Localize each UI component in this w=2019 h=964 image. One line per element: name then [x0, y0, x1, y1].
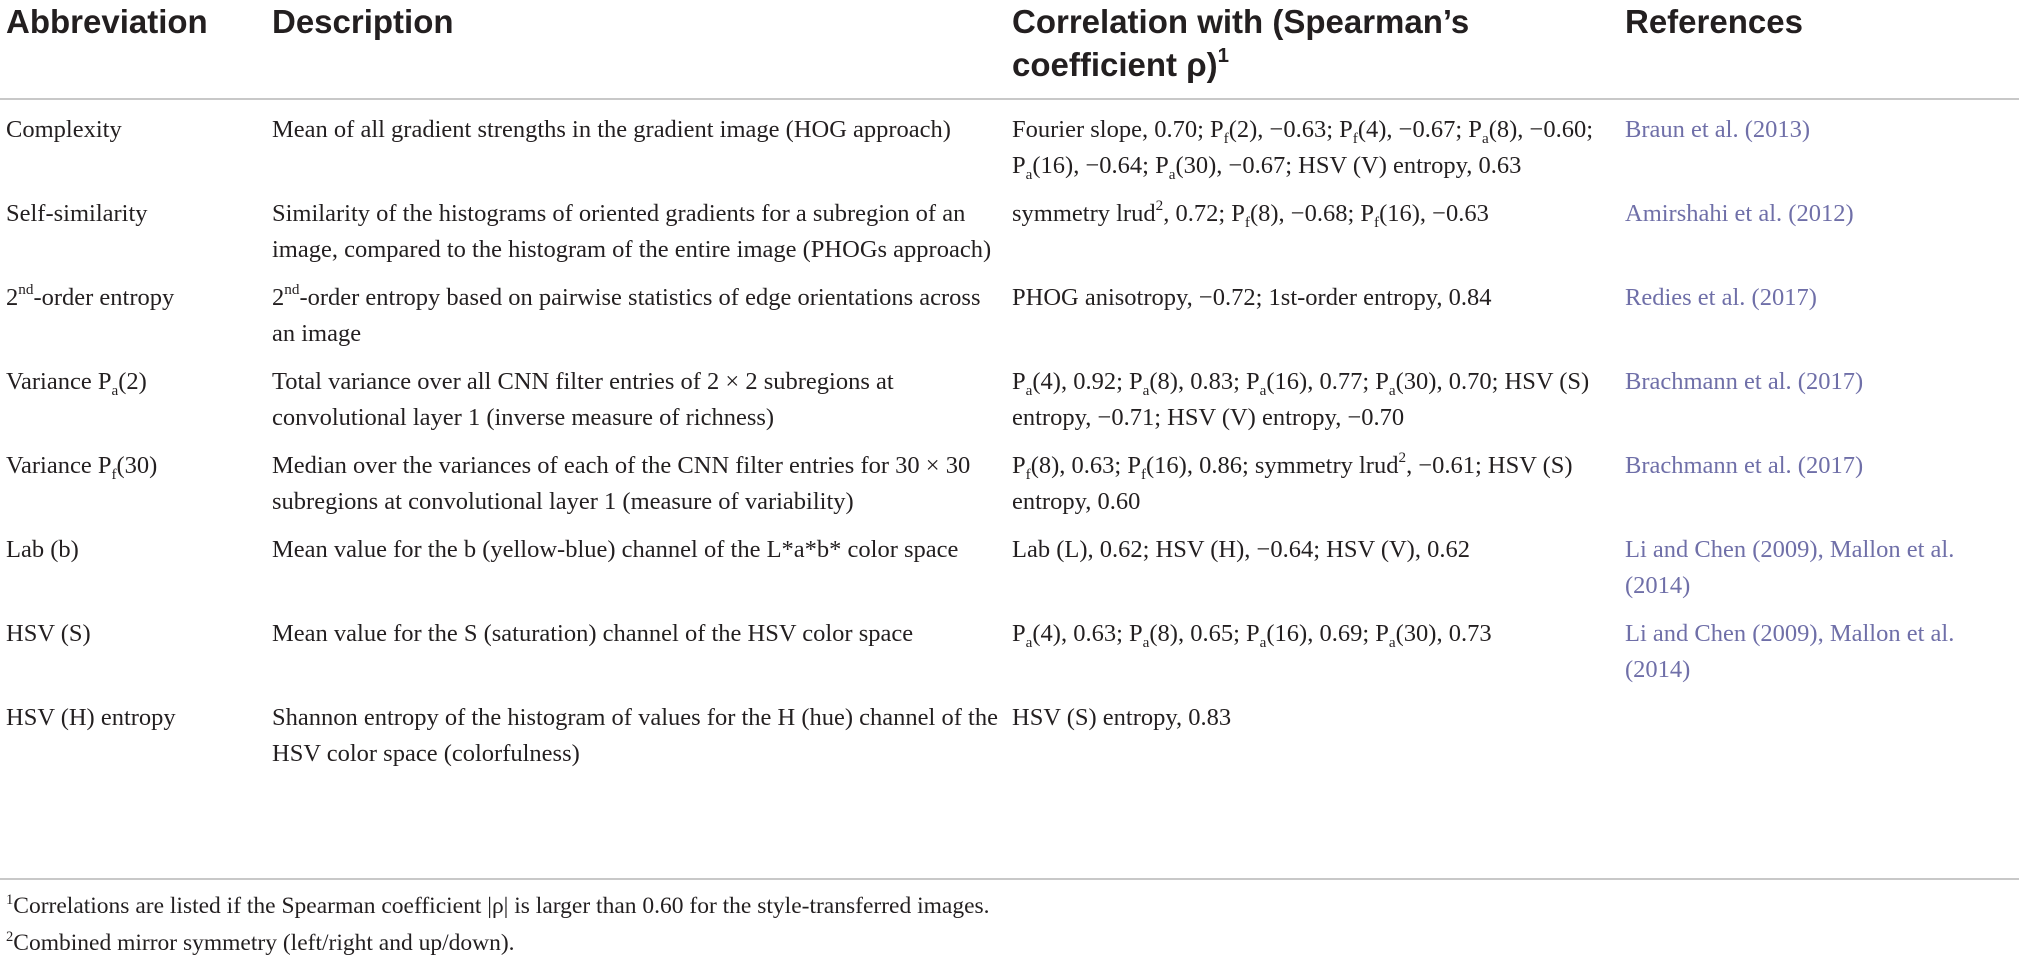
- cell-text: 2: [272, 284, 285, 311]
- subscript: f: [1223, 129, 1229, 147]
- cell-text: Similarity of the histograms of oriented gradients for a subregion of an image, compared to the histogram of the entire image (PHOGs approach): [272, 200, 992, 263]
- cell-abbreviation: [0, 364, 272, 448]
- subscript: a: [1259, 381, 1267, 399]
- superscript: 2: [1155, 197, 1164, 215]
- cell-abbreviation: [0, 448, 272, 532]
- cell-text: Total variance over all CNN filter entries of 2 × 2 subregions at convolutional layer 1 (inverse measure of richness): [272, 368, 894, 431]
- subscript: a: [1025, 165, 1033, 183]
- cell-text: (4), 0.63; P: [1032, 620, 1143, 647]
- subscript: f: [111, 465, 117, 483]
- cell-abbreviation: [0, 99, 272, 196]
- footnote-text: Correlations are listed if the Spearman coefficient |ρ| is larger than 0.60 for the style-transferred images.: [13, 893, 990, 919]
- reference-link[interactable]: 2014: [1633, 656, 1683, 683]
- cell-correlation: [1012, 616, 1625, 700]
- cell-text: Lab (b): [6, 536, 79, 563]
- table-row: [0, 196, 2019, 280]
- cell-references: [1625, 448, 2019, 532]
- cell-correlation: [1012, 532, 1625, 616]
- cell-references: [1625, 700, 2019, 784]
- table-row: [0, 364, 2019, 448]
- cell-description: [272, 364, 1012, 448]
- cell-description: [272, 532, 1012, 616]
- cell-references: [1625, 532, 2019, 616]
- table-row: [0, 700, 2019, 784]
- footnote-mark: 2: [6, 929, 14, 946]
- footnote-2: [6, 925, 2006, 962]
- reference-link[interactable]: ): [1682, 572, 1691, 599]
- cell-correlation: [1012, 99, 1625, 196]
- cell-text: (30), 0.73: [1395, 620, 1492, 647]
- cell-abbreviation: [0, 616, 272, 700]
- header-description: Description: [272, 0, 1012, 99]
- cell-text: (16), 0.77; P: [1266, 368, 1389, 395]
- cell-text: (2), −0.63; P: [1228, 116, 1353, 143]
- superscript: nd: [18, 281, 34, 299]
- cell-references: [1625, 616, 2019, 700]
- cell-text: P: [1012, 452, 1026, 479]
- cell-text: Lab (L), 0.62; HSV (H), −0.64; HSV (V), 0.62: [1012, 536, 1470, 563]
- cell-abbreviation: [0, 280, 272, 364]
- cell-text: (16), −0.63: [1379, 200, 1489, 227]
- header-correlation-text: Correlation with (Spearman’s coefficient ρ): [1012, 3, 1470, 83]
- subscript: a: [1388, 381, 1396, 399]
- cell-text: symmetry lrud: [1012, 200, 1156, 227]
- cell-text: 2: [6, 284, 19, 311]
- table-body: [0, 99, 2019, 784]
- subscript: a: [1168, 165, 1176, 183]
- cell-text: (8), 0.83; P: [1149, 368, 1260, 395]
- footnote-divider: [0, 878, 2019, 880]
- superscript: nd: [284, 281, 300, 299]
- cell-text: (16), 0.69; P: [1266, 620, 1389, 647]
- cell-text: -order entropy based on pairwise statistics of edge orientations across an image: [272, 284, 981, 347]
- cell-text: PHOG anisotropy, −0.72; 1st-order entropy, 0.84: [1012, 284, 1492, 311]
- header-row: [0, 0, 2019, 99]
- subscript: f: [1025, 465, 1031, 483]
- cell-abbreviation: [0, 196, 272, 280]
- superscript: 2: [1398, 449, 1407, 467]
- subscript: a: [1025, 633, 1033, 651]
- cell-text: (4), −0.67; P: [1357, 116, 1482, 143]
- cell-references: [1625, 364, 2019, 448]
- reference-link[interactable]: Brachmann et al. (: [1625, 368, 1806, 395]
- subscript: a: [111, 381, 119, 399]
- header-correlation-footnote-mark: 1: [1217, 43, 1229, 67]
- subscript: a: [1142, 381, 1150, 399]
- cell-text: (8), 0.63; P: [1030, 452, 1141, 479]
- cell-text: (4), 0.92; P: [1032, 368, 1143, 395]
- reference-link[interactable]: 2009: [1760, 536, 1810, 563]
- cell-text: (8), 0.65; P: [1149, 620, 1260, 647]
- subscript: f: [1244, 213, 1250, 231]
- subscript: a: [1481, 129, 1489, 147]
- cell-description: [272, 280, 1012, 364]
- reference-link[interactable]: ): [1808, 284, 1817, 311]
- cell-text: (30), 0.70; HSV (S) entropy, −0.71; HSV (V) entropy, −0.70: [1012, 368, 1590, 431]
- subscript: f: [1140, 465, 1147, 483]
- reference-link[interactable]: 2013: [1752, 116, 1802, 143]
- reference-link[interactable]: 2017: [1805, 368, 1855, 395]
- subscript: a: [1025, 381, 1033, 399]
- header-abbreviation: Abbreviation: [0, 0, 272, 99]
- table-row: [0, 448, 2019, 532]
- cell-correlation: [1012, 448, 1625, 532]
- table-row: [0, 280, 2019, 364]
- footnote-text: Combined mirror symmetry (left/right and up/down).: [13, 930, 515, 956]
- cell-references: [1625, 99, 2019, 196]
- footnote-1: [6, 888, 2006, 925]
- reference-link[interactable]: 2017: [1805, 452, 1855, 479]
- subscript: a: [1259, 633, 1267, 651]
- cell-text: P: [1012, 620, 1026, 647]
- cell-text: P: [1012, 368, 1026, 395]
- table-row: [0, 99, 2019, 196]
- reference-link[interactable]: ): [1801, 116, 1811, 143]
- reference-link[interactable]: Brachmann et al. (: [1625, 452, 1806, 479]
- reference-link[interactable]: ): [1845, 200, 1854, 227]
- cell-text: Variance P: [6, 452, 112, 479]
- table-row: [0, 532, 2019, 616]
- header-correlation: [1012, 0, 1625, 99]
- reference-link[interactable]: 2012: [1796, 200, 1846, 227]
- reference-link[interactable]: 2009: [1760, 620, 1810, 647]
- reference-link[interactable]: Li and Chen (: [1625, 536, 1761, 563]
- cell-text: HSV (S) entropy, 0.83: [1012, 704, 1232, 731]
- cell-text: (30): [116, 452, 158, 479]
- subscript: a: [1142, 633, 1150, 651]
- cell-text: (16), −0.64; P: [1032, 152, 1169, 179]
- reference-link[interactable]: Amirshahi et al. (: [1625, 200, 1797, 227]
- reference-link[interactable]: Braun et al. (: [1625, 116, 1753, 143]
- reference-link[interactable]: Redies et al. (: [1625, 284, 1760, 311]
- cell-abbreviation: [0, 700, 272, 784]
- cell-description: [272, 448, 1012, 532]
- reference-link[interactable]: ), Mallon et al. (: [1625, 536, 1955, 599]
- reference-link[interactable]: Li and Chen (: [1625, 620, 1761, 647]
- cell-text: Shannon entropy of the histogram of values for the H (hue) channel of the HSV color space (colorfulness): [272, 704, 998, 767]
- cell-text: Fourier slope, 0.70; P: [1012, 116, 1224, 143]
- cell-correlation: [1012, 196, 1625, 280]
- cell-description: [272, 616, 1012, 700]
- cell-correlation: [1012, 280, 1625, 364]
- cell-description: [272, 700, 1012, 784]
- reference-link[interactable]: ): [1854, 452, 1864, 479]
- cell-references: [1625, 280, 2019, 364]
- cell-text: , 0.72; P: [1163, 200, 1245, 227]
- subscript: f: [1374, 213, 1380, 231]
- cell-text: (16), 0.86; symmetry lrud: [1146, 452, 1399, 479]
- cell-description: [272, 99, 1012, 196]
- reference-link[interactable]: ): [1682, 656, 1691, 683]
- cell-text: Self-similarity: [6, 200, 148, 227]
- cell-text: (8), −0.60; P: [1012, 116, 1594, 179]
- cell-text: , −0.61; HSV (S) entropy, 0.60: [1012, 452, 1573, 515]
- cell-text: Median over the variances of each of the CNN filter entries for 30 × 30 subregions at convolutional layer 1 (measure of variability): [272, 452, 971, 515]
- reference-link[interactable]: 2014: [1633, 572, 1683, 599]
- subscript: f: [1352, 129, 1358, 147]
- cell-text: -order entropy: [33, 284, 175, 311]
- subscript: a: [1388, 633, 1396, 651]
- cell-text: HSV (H) entropy: [6, 704, 176, 731]
- header-references: References: [1625, 0, 2019, 99]
- table-row: [0, 616, 2019, 700]
- footnotes: [6, 888, 2006, 962]
- cell-description: [272, 196, 1012, 280]
- cell-text: (30), −0.67; HSV (V) entropy, 0.63: [1175, 152, 1522, 179]
- cell-correlation: [1012, 700, 1625, 784]
- cell-text: Mean of all gradient strengths in the gradient image (HOG approach): [272, 116, 951, 143]
- cell-text: Mean value for the S (saturation) channel of the HSV color space: [272, 620, 914, 647]
- cell-text: HSV (S): [6, 620, 91, 647]
- footnote-mark: 1: [6, 892, 14, 909]
- cell-text: (8), −0.68; P: [1249, 200, 1375, 227]
- reference-link[interactable]: ), Mallon et al. (: [1625, 620, 1955, 683]
- reference-link[interactable]: ): [1854, 368, 1864, 395]
- cell-text: Variance P: [6, 368, 112, 395]
- reference-link[interactable]: 2017: [1759, 284, 1809, 311]
- cell-text: (2): [118, 368, 147, 395]
- cell-references: [1625, 196, 2019, 280]
- cell-text: Mean value for the b (yellow-blue) channel of the L*a*b* color space: [272, 536, 959, 563]
- cell-abbreviation: [0, 532, 272, 616]
- cell-text: Complexity: [6, 116, 122, 143]
- cell-correlation: [1012, 364, 1625, 448]
